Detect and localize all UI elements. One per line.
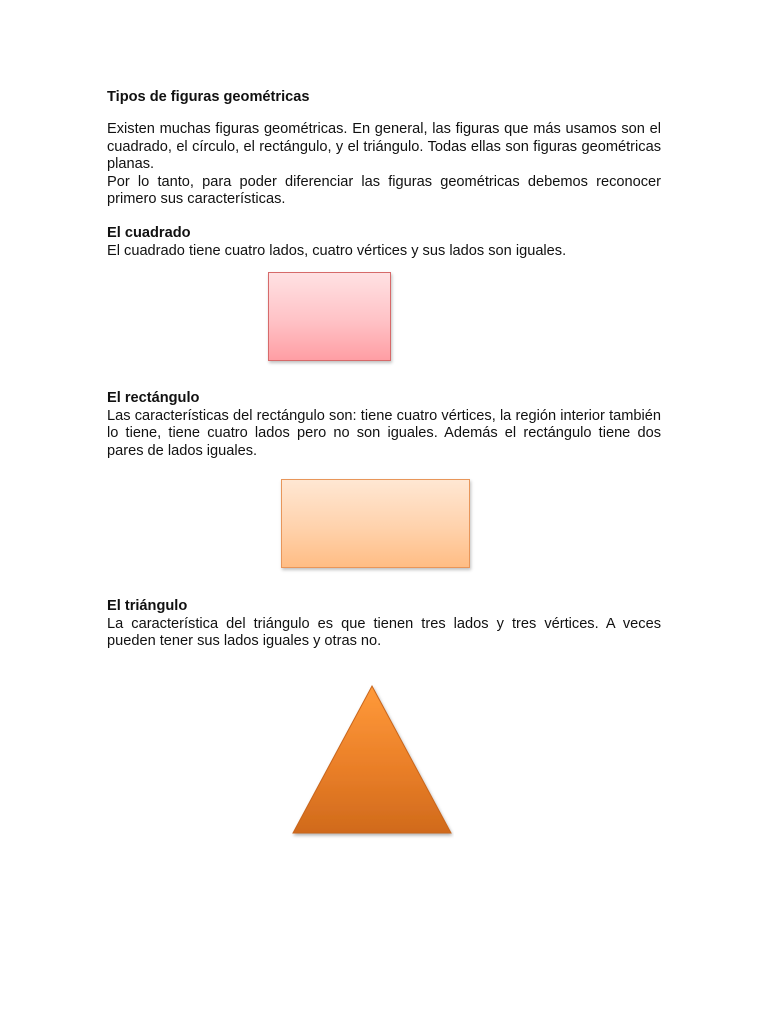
rectangle-shape [281,479,470,568]
triangle-shape [290,683,454,839]
section-rectangle-body: Las características del rectángulo son: tiene cuatro vértices, la región interior también lo tiene, tiene cuatro lados pero no son iguales. Además el rectángulo tiene dos pares de lados iguales. [107,407,661,459]
section-square [107,225,661,260]
document-title: Tipos de figuras geométricas [107,89,310,105]
section-triangle-heading: El triángulo [107,598,188,614]
square-shape [268,272,391,361]
intro-paragraph-2: Por lo tanto, para poder diferenciar las figuras geométricas debemos reconocer primero sus características. [107,173,661,207]
section-triangle [107,598,661,651]
section-rectangle-heading: El rectángulo [107,390,200,406]
document-title-block [107,89,661,107]
intro-block [107,121,661,209]
triangle-polygon [293,686,451,833]
section-rectangle [107,390,661,460]
section-triangle-body: La característica del triángulo es que tienen tres lados y tres vértices. A veces pueden tener sus lados iguales y otras no. [107,615,661,649]
section-square-body: El cuadrado tiene cuatro lados, cuatro vértices y sus lados son iguales. [107,242,567,259]
intro-paragraph-1: Existen muchas figuras geométricas. En general, las figuras que más usamos son el cuadrado, el círculo, el rectángulo, y el triángulo. Todas ellas son figuras geométricas planas. [107,121,661,172]
section-square-heading: El cuadrado [107,225,191,241]
